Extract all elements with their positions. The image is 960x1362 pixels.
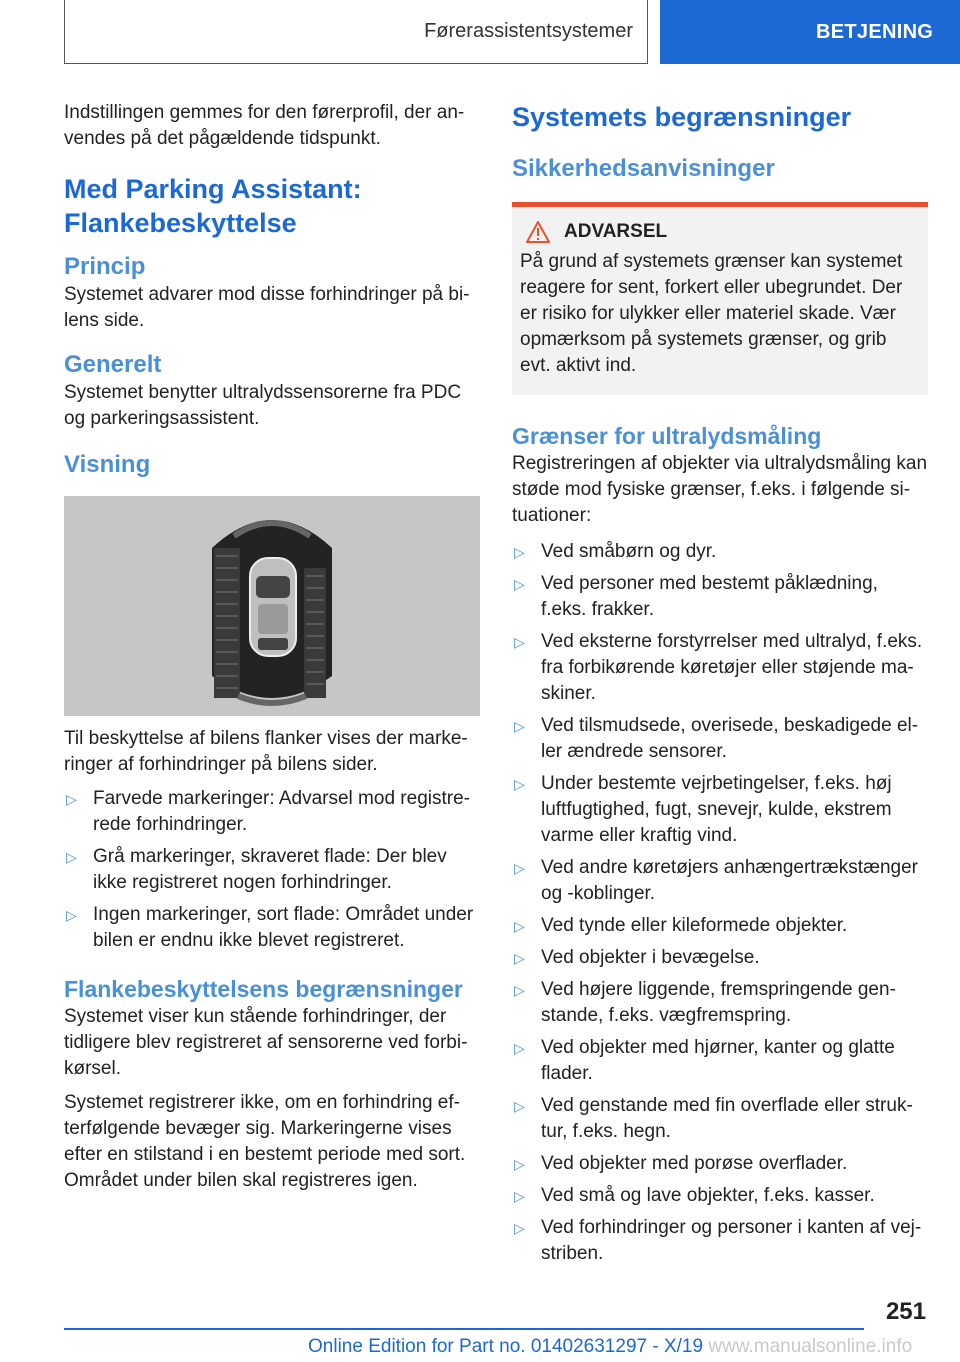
triangle-bullet-icon: ▷ xyxy=(514,1156,525,1172)
limits-paragraph-1: Systemet viser kun stående forhindringer, der tidligere blev registreret af sensorerne ved forbi-kørsel. xyxy=(64,1006,468,1079)
warning-box xyxy=(512,202,928,395)
limits-title: Systemets begrænsninger xyxy=(512,102,852,132)
list-item: ▷ Ved småbørn og dyr. xyxy=(512,539,928,565)
triangle-bullet-icon: ▷ xyxy=(514,1098,525,1114)
limits-heading: Flankebeskyttelsens begrænsninger xyxy=(64,976,463,1002)
list-item: ▷ Ved objekter med porøse overflader. xyxy=(512,1151,928,1177)
warning-title xyxy=(520,221,920,243)
display-heading: Visning xyxy=(64,451,151,478)
footer-edition xyxy=(308,1336,912,1358)
triangle-bullet-icon: ▷ xyxy=(514,1220,525,1236)
watermark: www.manualsonline.info xyxy=(708,1336,913,1357)
triangle-bullet-icon: ▷ xyxy=(514,776,525,792)
list-item: ▷ Ved tynde eller kileformede objekter. xyxy=(512,913,928,939)
safety-heading: Sikkerhedsanvisninger xyxy=(512,155,775,182)
list-item: ▷ Ved andre køretøjers anhængertrækstænger og -koblinger. xyxy=(514,857,919,904)
triangle-bullet-icon: ▷ xyxy=(514,634,525,650)
warning-triangle-icon xyxy=(526,221,550,243)
ultrasound-intro: Registreringen af objekter via ultralydsmåling kan støde mod fysiske grænser, f.eks. i følgende si-tuationer: xyxy=(512,453,928,526)
triangle-bullet-icon: ▷ xyxy=(514,544,525,560)
list-item: ▷ Ved små og lave objekter, f.eks. kasser. xyxy=(512,1183,928,1209)
header-section-tab xyxy=(64,0,648,64)
triangle-bullet-icon: ▷ xyxy=(66,791,77,807)
list-item: ▷ Ved eksterne forstyrrelser med ultralyd, f.eks. fra forbikørende køretøjer eller støjende ma-skiner. xyxy=(514,631,923,704)
flank-protection-image xyxy=(64,496,480,716)
list-item: ▷ Under bestemte vejrbetingelser, f.eks. høj luftfugtighed, fugt, snevejr, kulde, ekstrem varme eller kraftig vind. xyxy=(514,773,892,846)
parking-view-illustration xyxy=(64,496,480,716)
triangle-bullet-icon: ▷ xyxy=(514,1040,525,1056)
footer-divider xyxy=(64,1328,864,1330)
display-caption: Til beskyttelse af bilens flanker vises der marke-ringer af forhindringer på bilens sider. xyxy=(64,728,468,775)
triangle-bullet-icon: ▷ xyxy=(514,1188,525,1204)
list-item: ▷ Farvede markeringer: Advarsel mod registre-rede forhindringer. xyxy=(66,788,470,835)
triangle-bullet-icon: ▷ xyxy=(514,918,525,934)
principle-text: Systemet advarer mod disse forhindringer på bi-lens side. xyxy=(64,284,470,331)
list-item: ▷ Ingen markeringer, sort flade: Området under bilen er endnu ikke blevet registreret. xyxy=(66,904,474,951)
section-title: Med Parking Assistant: Flankebeskyttelse xyxy=(64,174,362,238)
right-column xyxy=(512,100,928,1273)
triangle-bullet-icon: ▷ xyxy=(514,950,525,966)
triangle-bullet-icon: ▷ xyxy=(514,860,525,876)
warning-label: ADVARSEL xyxy=(564,221,668,242)
edition-text: Online Edition for Part no. 01402631297 - X/19 xyxy=(308,1336,704,1357)
list-item: ▷ Ved forhindringer og personer i kanten af vej-striben. xyxy=(514,1217,922,1264)
triangle-bullet-icon: ▷ xyxy=(514,718,525,734)
general-text: Systemet benytter ultralydssensorerne fra PDC og parkeringsassistent. xyxy=(64,382,462,429)
page-number: 251 xyxy=(885,1298,926,1325)
general-heading: Generelt xyxy=(64,351,162,378)
ultrasound-heading: Grænser for ultralydsmåling xyxy=(512,423,822,449)
triangle-bullet-icon: ▷ xyxy=(66,849,77,865)
display-list xyxy=(64,786,480,954)
header-section-label: Førerassistentsystemer xyxy=(424,20,633,42)
intro-paragraph: Indstillingen gemmes for den førerprofil, der an-vendes på det pågældende tidspunkt. xyxy=(64,102,465,149)
triangle-bullet-icon: ▷ xyxy=(514,982,525,998)
header-chapter-label: BETJENING xyxy=(816,20,934,43)
list-item: ▷ Ved højere liggende, fremspringende gen-stande, f.eks. vægfremspring. xyxy=(514,979,896,1026)
limits-paragraph-2: Systemet registrerer ikke, om en forhindring ef-terfølgende bevæger sig. Markeringerne vises efter en stilstand i en bestemt periode med sort. Området under bilen skal registreres igen. xyxy=(64,1092,466,1191)
warning-text: På grund af systemets grænser kan systemet reagere for sent, forkert eller ubegrundet. Der er risiko for ulykker eller materiel skade. Vær opmærksom på systemets grænser, og grib evt. aktivt ind. xyxy=(520,251,903,376)
ultrasound-list xyxy=(512,539,928,1267)
principle-heading: Princip xyxy=(64,253,146,280)
list-item: ▷ Grå markeringer, skraveret flade: Der blev ikke registreret nogen forhindringer. xyxy=(66,846,447,893)
triangle-bullet-icon: ▷ xyxy=(66,907,77,923)
list-item: ▷ Ved genstande med fin overflade eller struk-tur, f.eks. hegn. xyxy=(514,1095,913,1142)
triangle-bullet-icon: ▷ xyxy=(514,576,525,592)
list-item: ▷ Ved objekter med hjørner, kanter og glatte flader. xyxy=(514,1037,895,1084)
header-chapter-tab xyxy=(660,0,960,64)
left-column xyxy=(64,100,480,1202)
list-item: ▷ Ved objekter i bevægelse. xyxy=(512,945,928,971)
list-item: ▷ Ved personer med bestemt påklædning, f.eks. frakker. xyxy=(514,573,878,620)
list-item: ▷ Ved tilsmudsede, overisede, beskadigede el-ler ændrede sensorer. xyxy=(514,715,919,762)
